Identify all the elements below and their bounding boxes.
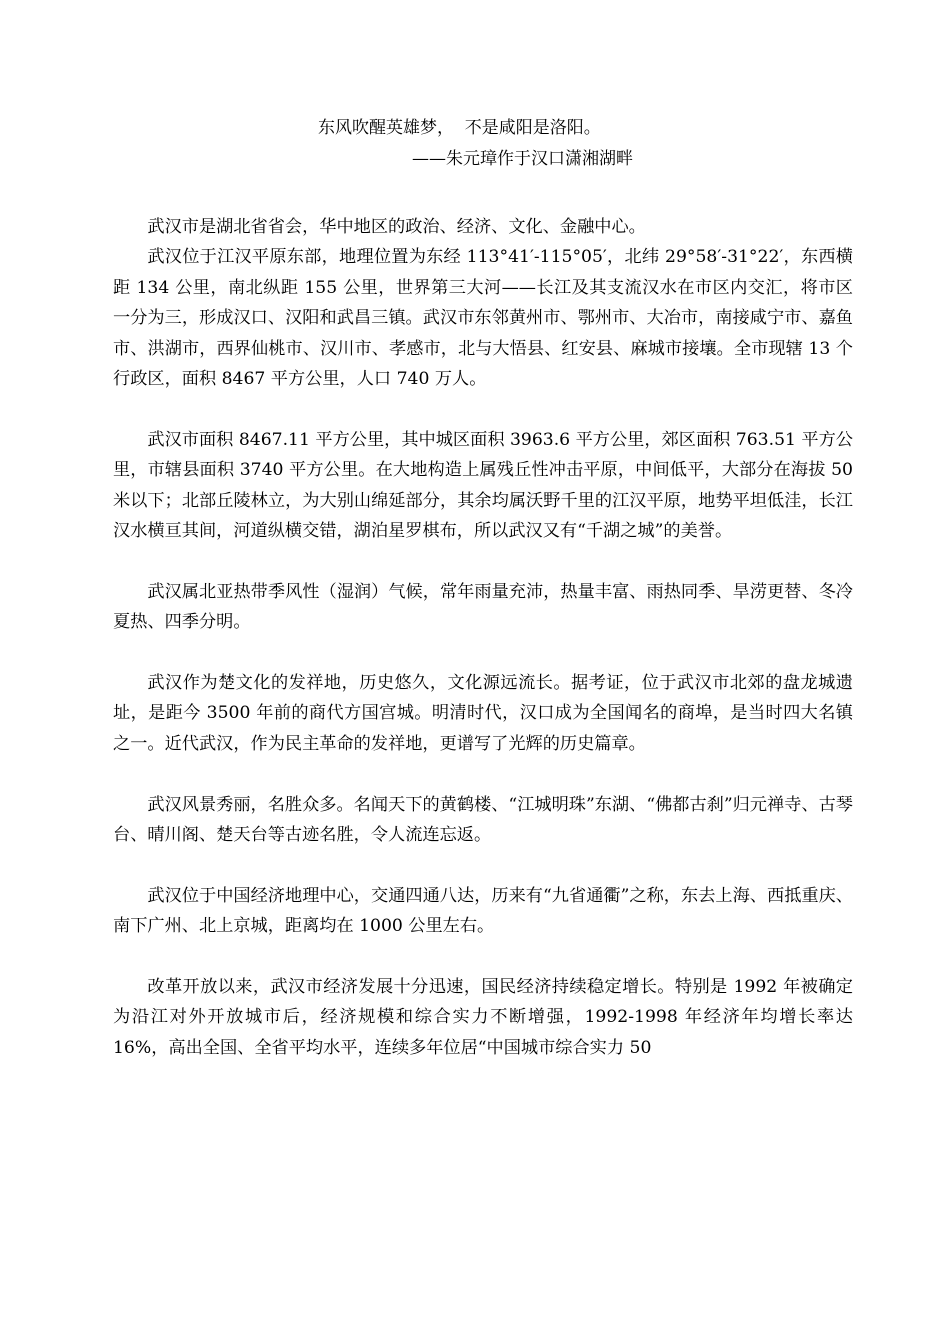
document-body [113, 212, 853, 1063]
paragraph-scenery: 武汉风景秀丽，名胜众多。名闻天下的黄鹤楼、“江城明珠”东湖、“佛都古刹”归元禅寺、古琴台、晴川阁、楚天台等古迹名胜，令人流连忘返。 [113, 794, 853, 846]
paragraph-intro: 武汉市是湖北省省会，华中地区的政治、经济、文化、金融中心。 [147, 217, 646, 237]
paragraph-geography: 武汉位于江汉平原东部，地理位置为东经 113°41′-115°05′，北纬 29°58′-31°22′，东西横距 134 公里，南北纵距 155 公里，世界第三大河——长江及其支流汉水在市区内交汇，将市区一分为三，形成汉口、汉阳和武昌三镇。武汉市东邻黄州市、鄂州市、大冶市，南接咸宁市、嘉鱼市、洪湖市，西界仙桃市、汉川市、孝感市，北与大悟县、红安县、麻城市接壤。全市现辖 13 个行政区，面积 8467 平方公里，人口 740 万人。 [113, 247, 853, 390]
epigraph-attribution: ——朱元璋作于汉口潇湘湖畔 [412, 149, 633, 169]
paragraph-history: 武汉作为楚文化的发祥地，历史悠久，文化源远流长。据考证，位于武汉市北郊的盘龙城遗址，是距今 3500 年前的商代方国宫城。明清时代，汉口成为全国闻名的商埠，是当时四大名镇之一。近代武汉，作为民主革命的发祥地，更谱写了光辉的历史篇章。 [113, 673, 853, 754]
paragraph-area: 武汉市面积 8467.11 平方公里，其中城区面积 3963.6 平方公里，郊区面积 763.51 平方公里，市辖县面积 3740 平方公里。在大地构造上属残丘性冲击平原，中间低平，大部分在海拔 50 米以下；北部丘陵林立，为大别山绵延部分，其余均属沃野千里的江汉平原，地势平坦低洼，长江汉水横亘其间，河道纵横交错，湖泊星罗棋布，所以武汉又有“千湖之城”的美誉。 [113, 429, 853, 542]
paragraph-economy: 改革开放以来，武汉市经济发展十分迅速，国民经济持续稳定增长。特别是 1992 年被确定为沿江对外开放城市后，经济规模和综合实力不断增强，1992-1998 年经济年均增长率达 16%，高出全国、全省平均水平，连续多年位居“中国城市综合实力 50 [113, 977, 853, 1058]
paragraph-climate: 武汉属北亚热带季风性（湿润）气候，常年雨量充沛，热量丰富、雨热同季、旱涝更替、冬冷夏热、四季分明。 [113, 581, 853, 633]
epigraph-poem-line: 东风吹醒英雄梦， 不是咸阳是洛阳。 [318, 118, 601, 138]
paragraph-transport: 武汉位于中国经济地理中心，交通四通八达，历来有“九省通衢”之称，东去上海、西抵重庆、南下广州、北上京城，距离均在 1000 公里左右。 [113, 885, 853, 937]
